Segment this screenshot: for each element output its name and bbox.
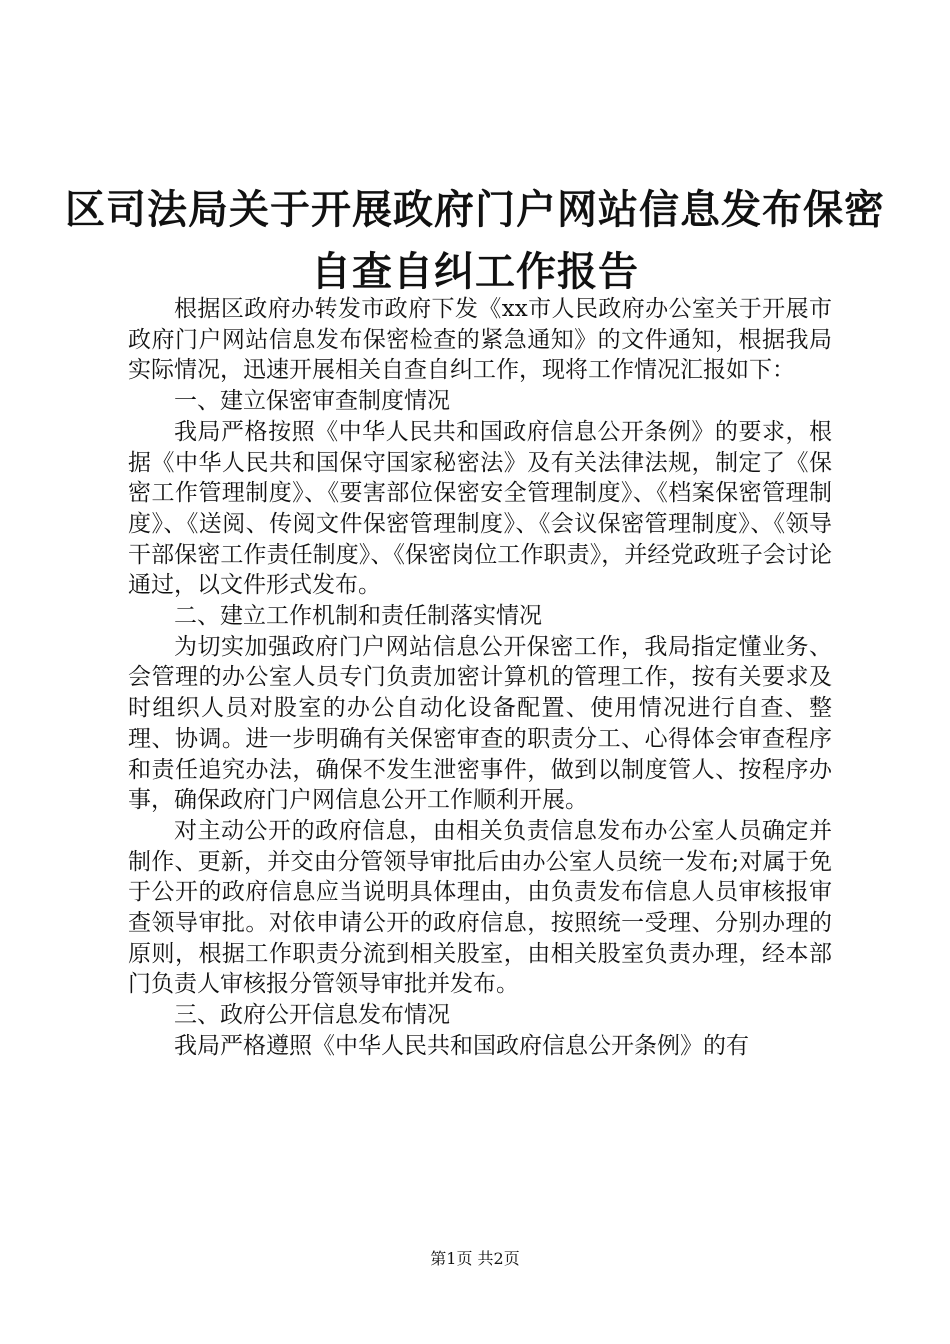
page-number-footer: 第1页 共2页 [430,1249,520,1268]
document-body [128,294,832,1062]
section-1-paragraph: 我局严格按照《中华人民共和国政府信息公开条例》的要求，根据《中华人民共和国保守国家秘密法》及有关法律法规，制定了《保密工作管理制度》、《要害部位保密安全管理制度》、《档案保密管理制度》、《送阅、传阅文件保密管理制度》、《会议保密管理制度》、《领导干部保密工作责任制度》、《保密岗位工作职责》，并经党政班子会讨论通过，以文件形式发布。 [128,418,832,599]
section-2-paragraph-2: 对主动公开的政府信息，由相关负责信息发布办公室人员确定并制作、更新，并交由分管领导审批后由办公室人员统一发布;对属于免于公开的政府信息应当说明具体理由，由负责发布信息人员审核报审查领导审批。对依申请公开的政府信息，按照统一受理、分别办理的原则，根据工作职责分流到相关股室，由相关股室负责办理，经本部门负责人审核报分管领导审批并发布。 [128,817,832,998]
document-title-line-1: 区司法局关于开展政府门户网站信息发布保密 [65,187,885,233]
section-2-paragraph-1: 为切实加强政府门户网站信息公开保密工作，我局指定懂业务、会管理的办公室人员专门负责加密计算机的管理工作，按有关要求及时组织人员对股室的办公自动化设备配置、使用情况进行自查、整理、协调。进一步明确有关保密审查的职责分工、心得体会审查程序和责任追究办法，确保不发生泄密事件，做到以制度管人、按程序办事，确保政府门户网信息公开工作顺利开展。 [128,633,832,814]
document-title-line-2: 自查自纠工作报告 [311,249,639,295]
section-3-heading: 三、政府公开信息发布情况 [174,1002,450,1029]
section-3-paragraph: 我局严格遵照《中华人民共和国政府信息公开条例》的有 [174,1032,749,1059]
intro-paragraph: 根据区政府办转发市政府下发《xx市人民政府办公室关于开展市政府门户网站信息发布保密检查的紧急通知》的文件通知，根据我局实际情况，迅速开展相关自查自纠工作，现将工作情况汇报如下： [128,296,832,384]
section-1-heading: 一、建立保密审查制度情况 [174,388,450,415]
section-2-heading: 二、建立工作机制和责任制落实情况 [174,603,542,630]
